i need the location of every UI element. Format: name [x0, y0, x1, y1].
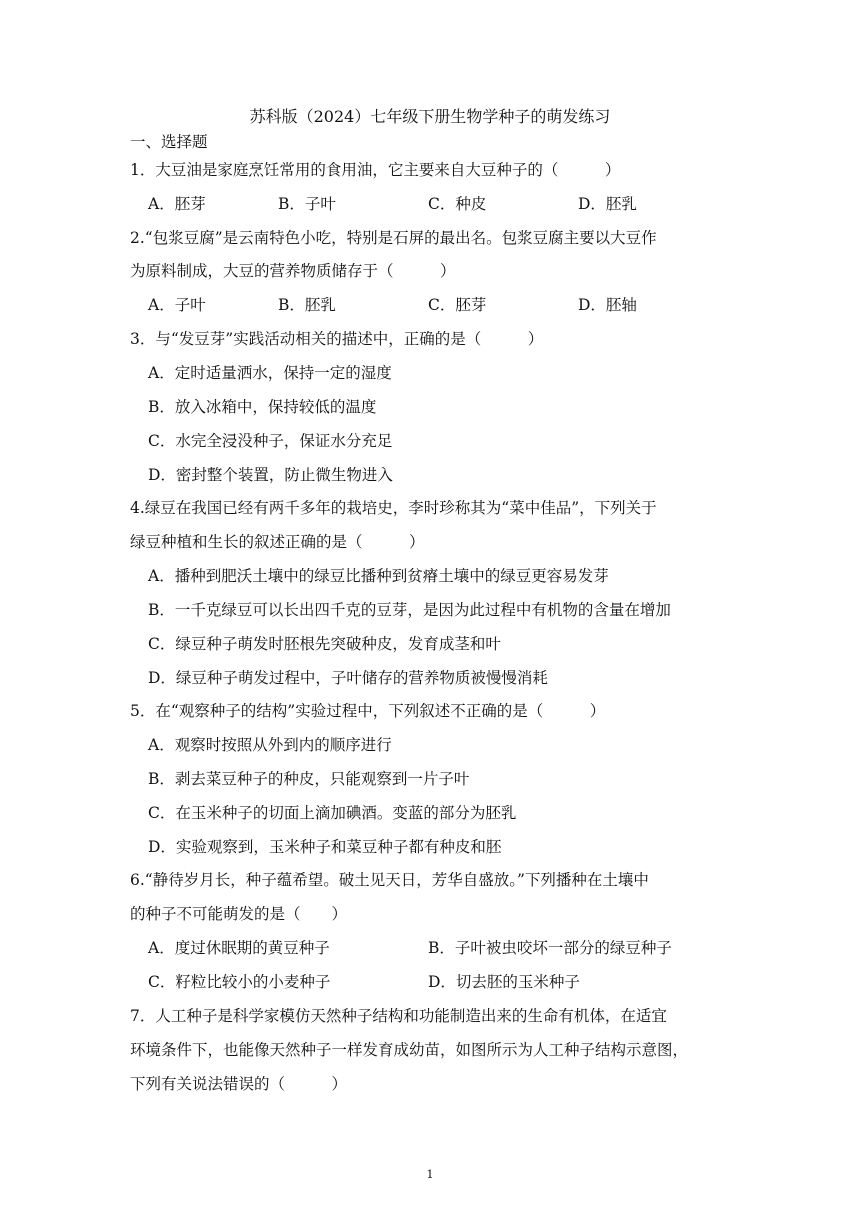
- question-4-stem-line-2: 绿豆种植和生长的叙述正确的是（ ）: [130, 533, 425, 551]
- question-4-stem-line-1: 4.绿豆在我国已经有两千多年的栽培史，李时珍称其为“菜中佳品”，下列关于: [130, 499, 657, 517]
- question-2-stem-line-2: 为原料制成，大豆的营养物质储存于（ ）: [130, 262, 456, 280]
- option-a: A．度过休眠期的黄豆种子: [148, 939, 330, 957]
- option-d: D．胚乳: [578, 195, 637, 213]
- option-b: B．子叶: [278, 195, 336, 213]
- option-b: B．胚乳: [278, 296, 336, 314]
- question-6-stem-line-1: 6.“静待岁月长，种子蕴希望。破土见天日，芳华自盛放。”下列播种在土壤中: [130, 871, 649, 889]
- question-7-stem-line-3: 下列有关说法错误的（ ）: [130, 1075, 348, 1093]
- option-c: C．在玉米种子的切面上滴加碘酒。变蓝的部分为胚乳: [148, 804, 517, 822]
- question-5-stem: 5．在“观察种子的结构”实验过程中，下列叙述不正确的是（ ）: [130, 702, 606, 720]
- option-b: B．剥去菜豆种子的种皮，只能观察到一片子叶: [148, 770, 470, 788]
- option-a: A．观察时按照从外到内的顺序进行: [148, 736, 392, 754]
- section-heading: 一、选择题: [130, 133, 208, 151]
- question-2-stem-line-1: 2.“包浆豆腐”是云南特色小吃，特别是石屏的最出名。包浆豆腐主要以大豆作: [130, 229, 657, 247]
- question-1-stem: 1．大豆油是家庭烹饪常用的食用油，它主要来自大豆种子的（ ）: [130, 161, 621, 179]
- option-c: C．种皮: [428, 195, 487, 213]
- question-7-stem-line-1: 7．人工种子是科学家模仿天然种子结构和功能制造出来的生命有机体，在适宜: [130, 1007, 667, 1025]
- option-d: D．实验观察到，玉米种子和菜豆种子都有种皮和胚: [148, 838, 502, 856]
- question-3-stem: 3．与“发豆芽”实践活动相关的描述中，正确的是（ ）: [130, 330, 544, 348]
- option-c: C．绿豆种子萌发时胚根先突破种皮，发育成茎和叶: [148, 635, 501, 653]
- option-d: D．胚轴: [578, 296, 637, 314]
- option-b: B．子叶被虫咬坏一部分的绿豆种子: [428, 939, 672, 957]
- option-a: A．定时适量洒水，保持一定的湿度: [148, 364, 392, 382]
- option-d: D．切去胚的玉米种子: [428, 973, 580, 991]
- option-d: D．绿豆种子萌发过程中，子叶储存的营养物质被慢慢消耗: [148, 669, 548, 687]
- option-c: C．胚芽: [428, 296, 487, 314]
- question-7-stem-line-2: 环境条件下，也能像天然种子一样发育成幼苗，如图所示为人工种子结构示意图，: [130, 1041, 689, 1059]
- option-c: C．籽粒比较小的小麦种子: [148, 973, 331, 991]
- question-6-stem-line-2: 的种子不可能萌发的是（ ）: [130, 905, 348, 923]
- page-number: 1: [426, 1168, 434, 1181]
- document-title: 苏科版（2024）七年级下册生物学种子的萌发练习: [249, 107, 611, 126]
- option-a: A．播种到肥沃土壤中的绿豆比播种到贫瘠土壤中的绿豆更容易发芽: [148, 567, 609, 585]
- option-a: A．胚芽: [148, 195, 206, 213]
- option-b: B．一千克绿豆可以长出四千克的豆芽，是因为此过程中有机物的含量在增加: [148, 601, 671, 619]
- option-b: B．放入冰箱中，保持较低的温度: [148, 398, 377, 416]
- option-c: C．水完全浸没种子，保证水分充足: [148, 432, 393, 450]
- option-d: D．密封整个装置，防止微生物进入: [148, 466, 393, 484]
- option-a: A．子叶: [148, 296, 206, 314]
